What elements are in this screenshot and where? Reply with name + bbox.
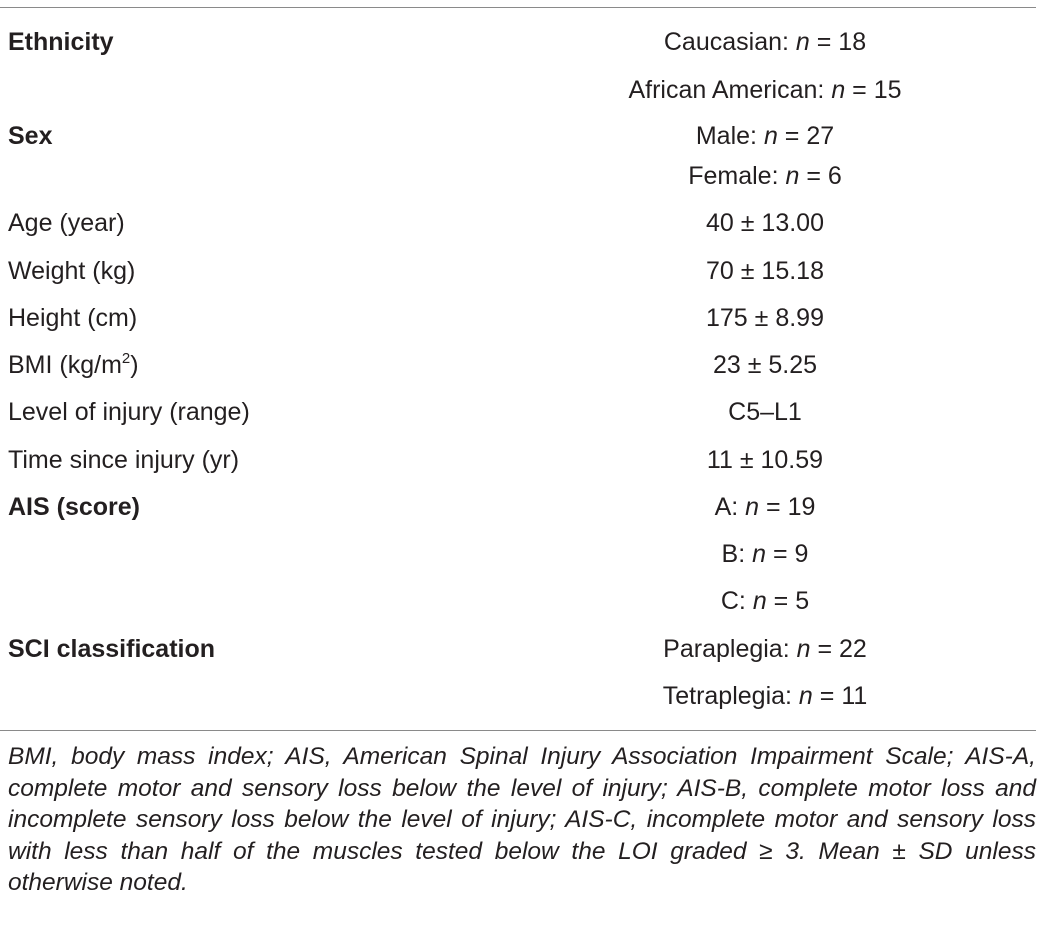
table-row bbox=[0, 392, 1036, 432]
n-symbol: n bbox=[796, 635, 811, 663]
row-value: 40 ± 13.00 bbox=[706, 209, 824, 237]
table-row bbox=[0, 487, 1036, 527]
bmi-label-text: BMI (kg/m bbox=[8, 351, 122, 379]
row-value: 11 ± 10.59 bbox=[706, 446, 824, 474]
row-value: A: n = 19 bbox=[714, 493, 816, 521]
n-symbol: n bbox=[798, 682, 813, 710]
n-symbol: n bbox=[831, 76, 846, 104]
row-value: African American: n = 15 bbox=[628, 76, 902, 104]
row-label-bmi bbox=[8, 345, 139, 385]
table-row bbox=[0, 345, 1036, 385]
row-label-ais: AIS (score) bbox=[8, 493, 140, 521]
table-row bbox=[0, 116, 1036, 156]
table-row bbox=[0, 22, 1036, 62]
table-row bbox=[0, 581, 1036, 621]
n-symbol: n bbox=[752, 587, 767, 615]
table-row bbox=[0, 440, 1036, 480]
table-row bbox=[0, 203, 1036, 243]
row-value: 70 ± 15.18 bbox=[706, 257, 824, 285]
table-row bbox=[0, 251, 1036, 291]
row-value: C5–L1 bbox=[728, 398, 802, 426]
row-label-ethnicity: Ethnicity bbox=[8, 28, 114, 56]
row-value: Caucasian: n = 18 bbox=[663, 28, 867, 56]
table-top-rule bbox=[0, 7, 1036, 8]
n-symbol: n bbox=[763, 122, 778, 150]
row-value: Female: n = 6 bbox=[688, 162, 842, 190]
table-footnote: BMI, body mass index; AIS, American Spinal Injury Association Impairment Scale; AIS-A, complete motor and sensory loss below the level of injury; AIS-B, complete motor loss and incomplete sensory loss below the level of injury; AIS-C, incomplete motor and sensory loss with less than half of the muscles tested below the LOI graded ≥ 3. Mean ± SD unless otherwise noted. bbox=[8, 743, 1036, 896]
table-row bbox=[0, 629, 1036, 669]
row-label-age: Age (year) bbox=[8, 209, 125, 237]
bmi-label-superscript: 2 bbox=[121, 350, 131, 367]
row-value: 23 ± 5.25 bbox=[712, 351, 818, 379]
table-bottom-rule bbox=[0, 730, 1036, 731]
n-symbol: n bbox=[745, 493, 760, 521]
row-value: Tetraplegia: n = 11 bbox=[662, 682, 868, 710]
n-symbol: n bbox=[752, 540, 767, 568]
row-value: B: n = 9 bbox=[721, 540, 809, 568]
row-value: 175 ± 8.99 bbox=[706, 304, 824, 332]
n-symbol: n bbox=[785, 162, 800, 190]
row-label-weight: Weight (kg) bbox=[8, 257, 136, 285]
table-row bbox=[0, 156, 1036, 196]
n-symbol: n bbox=[795, 28, 810, 56]
row-value: Paraplegia: n = 22 bbox=[663, 635, 867, 663]
row-label-height: Height (cm) bbox=[8, 304, 138, 332]
row-label-time-since-injury: Time since injury (yr) bbox=[8, 446, 240, 474]
row-value: C: n = 5 bbox=[720, 587, 810, 615]
row-label-sex: Sex bbox=[8, 122, 53, 150]
table-row bbox=[0, 534, 1036, 574]
row-value: Male: n = 27 bbox=[695, 122, 835, 150]
bmi-label-suffix: ) bbox=[130, 351, 139, 379]
row-label-level-of-injury: Level of injury (range) bbox=[8, 398, 250, 426]
table-row bbox=[0, 676, 1036, 716]
row-label-sci-classification: SCI classification bbox=[8, 635, 216, 663]
table-row bbox=[0, 298, 1036, 338]
table-row bbox=[0, 70, 1036, 110]
